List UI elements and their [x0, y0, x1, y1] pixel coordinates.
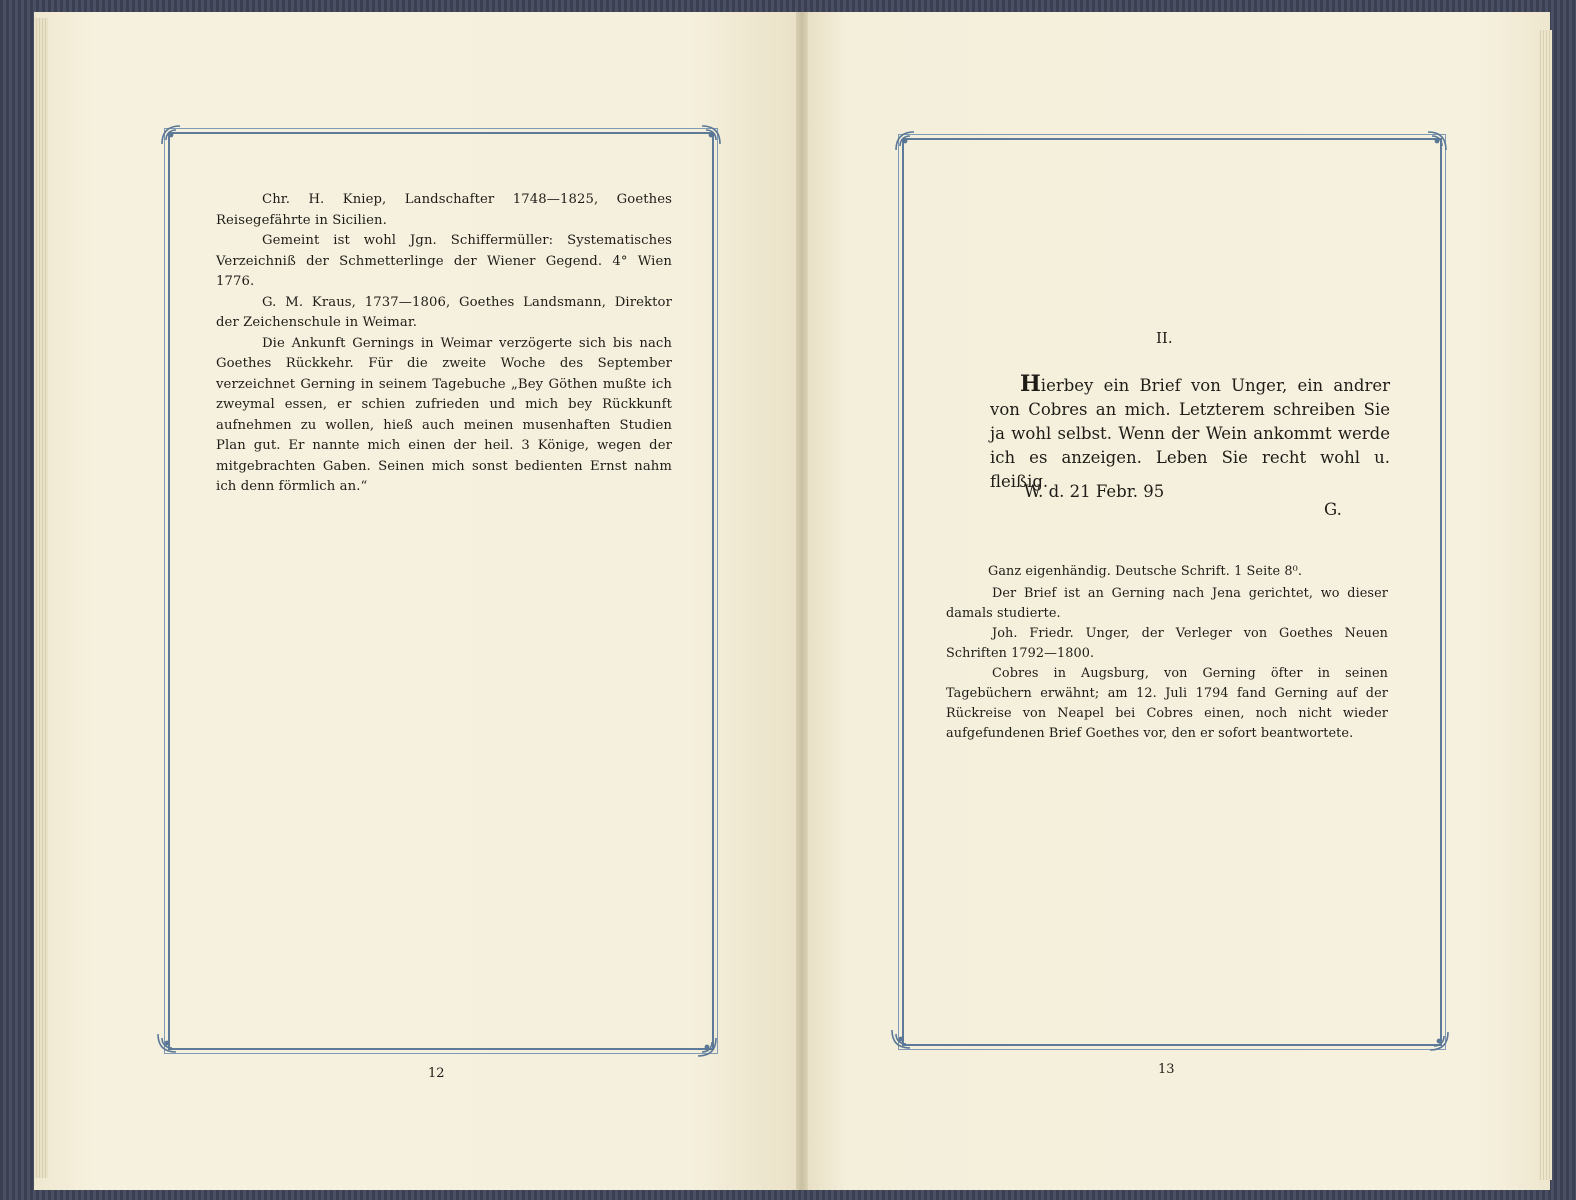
note-paragraph: Die Ankunft Gernings in Weimar verzögerte sich bis nach Goethes Rückkehr. Für die zweite Woche des September verzeichnet Gerning in seinem Tagebuche „Bey Göthen mußte ich zweymal essen, er schien zufrieden und mich bey Rückkunft aufnehmen zu wollen, hieß auch meinen musenhaften Studien Plan gut. Er nannte mich einen der heil. 3 Könige, wegen der mitgebrachten Gaben. Seinen mich sonst bedienten Ernst nahm ich denn förmlich an.“: [216, 335, 672, 494]
letter-date: W. d. 21 Febr. 95: [1024, 482, 1165, 501]
letter-text: ierbey ein Brief von Unger, ein andrer von Cobres an mich. Letzterem schreiben Sie ja wohl selbst. Wenn der Wein ankommt werde ich es anzeigen. Leben Sie recht wohl u. fleißig.: [990, 376, 1390, 491]
ornament-corner-icon: [156, 1032, 178, 1054]
left-page-notes: [216, 190, 672, 498]
section-numeral: II.: [1156, 329, 1173, 347]
ornament-corner-icon: [700, 124, 722, 146]
ornament-corner-icon: [1426, 130, 1448, 152]
letter-body: [990, 372, 1390, 494]
letter-initial: H: [1020, 371, 1041, 397]
ornament-corner-icon: [1428, 1030, 1450, 1052]
left-page-edges: [34, 18, 48, 1178]
right-page-notes: [946, 562, 1388, 744]
ornament-corner-icon: [160, 124, 182, 146]
note-paragraph: Chr. H. Kniep, Landschafter 1748—1825, Goethes Reisegefährte in Sicilien.: [216, 192, 672, 228]
letter-signature: G.: [1324, 500, 1342, 519]
ornament-corner-icon: [696, 1036, 718, 1058]
right-page-edges: [1538, 30, 1552, 1180]
note-paragraph: Ganz eigenhändig. Deutsche Schrift. 1 Seite 8⁰.: [988, 564, 1302, 579]
page-number: 12: [428, 1066, 445, 1081]
note-paragraph: G. M. Kraus, 1737—1806, Goethes Landsmann, Direktor der Zeichenschule in Weimar.: [216, 294, 672, 330]
note-paragraph: Cobres in Augsburg, von Gerning öfter in seinen Tagebüchern erwähnt; am 12. Juli 1794 fand Gerning auf der Rückreise von Neapel bei Cobres einen, noch nicht wieder aufgefundenen Brief Goethes vor, den er sofort beantwortete.: [946, 666, 1388, 741]
ornament-corner-icon: [894, 130, 916, 152]
ornament-corner-icon: [890, 1028, 912, 1050]
page-number: 13: [1158, 1062, 1175, 1077]
note-paragraph: Gemeint ist wohl Jgn. Schiffermüller: Systematisches Verzeichniß der Schmetterlinge der Wiener Gegend. 4° Wien 1776.: [216, 233, 672, 289]
book-gutter: [796, 12, 808, 1190]
note-paragraph: Joh. Friedr. Unger, der Verleger von Goethes Neuen Schriften 1792—1800.: [946, 626, 1388, 661]
note-paragraph: Der Brief ist an Gerning nach Jena gerichtet, wo dieser damals studierte.: [946, 586, 1388, 621]
